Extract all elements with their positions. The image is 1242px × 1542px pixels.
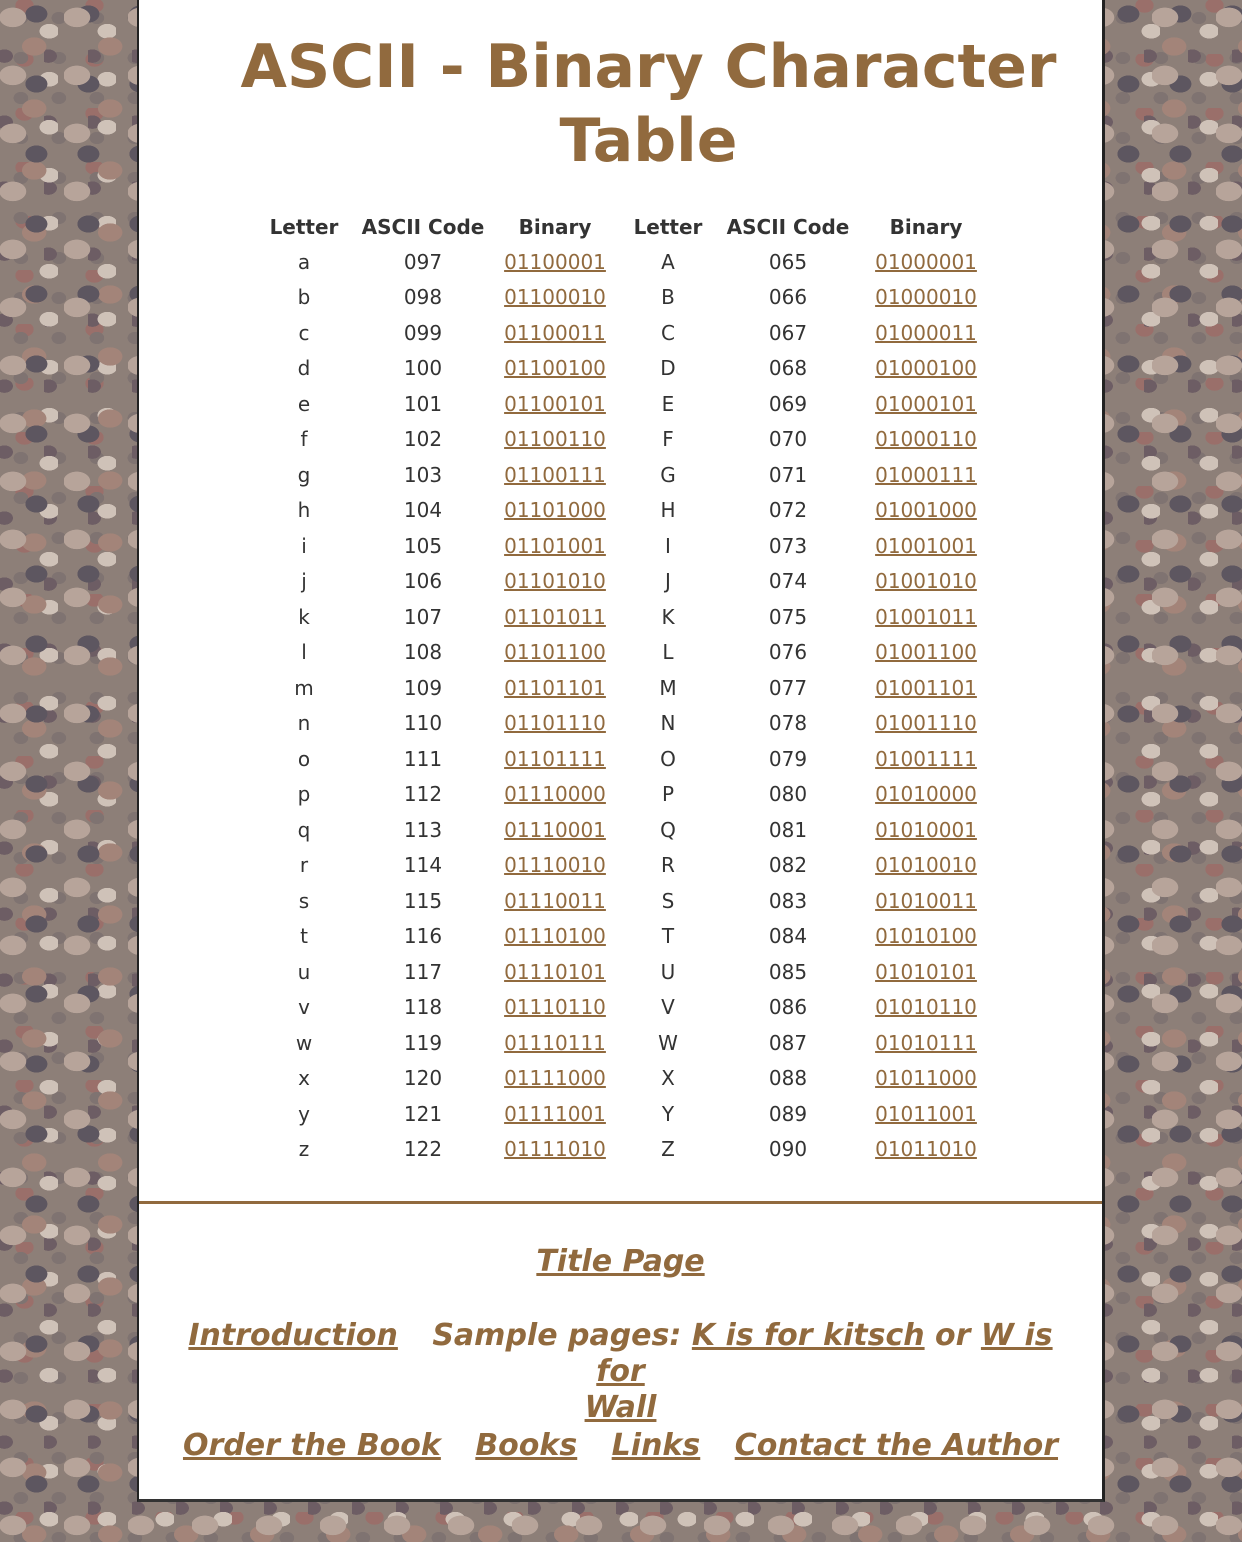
binary-link[interactable]: 01111001: [504, 1101, 606, 1126]
binary-link[interactable]: 01010101: [875, 959, 977, 984]
cell-ascii-code-lower: 108: [403, 640, 443, 665]
cell-letter-lower: v: [298, 995, 310, 1020]
cell-ascii-code-lower: 121: [403, 1101, 443, 1126]
cell-binary-upper: [853, 777, 999, 813]
binary-link[interactable]: 01111000: [504, 1066, 606, 1091]
binary-link[interactable]: 01011001: [875, 1101, 977, 1126]
cell-binary-upper: [853, 670, 999, 706]
cell-binary-upper: [853, 528, 999, 564]
w-is-for-wall-line1: W is for: [596, 1318, 1053, 1389]
cell-binary-upper: [853, 351, 999, 387]
cell-letter-lower: d: [297, 356, 311, 381]
table-row: [259, 1096, 999, 1132]
cell-binary-lower: [497, 386, 613, 422]
content-panel: [137, 0, 1105, 1502]
table-row: [259, 351, 999, 387]
header-ascii-code-upper: ASCII Code: [726, 214, 850, 239]
cell-binary-upper: [853, 812, 999, 848]
binary-link[interactable]: 01000011: [875, 320, 977, 345]
cell-binary-upper: [853, 422, 999, 458]
cell-binary-lower: [497, 954, 613, 990]
cell-letter-upper: N: [660, 711, 676, 736]
binary-link[interactable]: 01001110: [875, 711, 977, 736]
header-binary-upper: Binary: [889, 214, 963, 239]
table-row: [259, 706, 999, 742]
cell-ascii-code-lower: 097: [403, 249, 443, 274]
cell-letter-upper: P: [661, 782, 675, 807]
binary-link[interactable]: 01000101: [875, 391, 977, 416]
table-row: [259, 528, 999, 564]
table-row: [259, 1132, 999, 1168]
cell-letter-lower: p: [297, 782, 311, 807]
sample-pages-label: Sample pages:: [432, 1318, 682, 1353]
binary-link[interactable]: 01100100: [504, 356, 606, 381]
binary-link[interactable]: 01100010: [504, 285, 606, 310]
binary-link[interactable]: 01101000: [504, 498, 606, 523]
binary-link[interactable]: 01110100: [504, 924, 606, 949]
cell-binary-upper: [853, 706, 999, 742]
nav-row-footer: [139, 1428, 1102, 1464]
table-row: [259, 457, 999, 493]
header-letter-lower: Letter: [269, 214, 339, 239]
cell-ascii-code-upper: 075: [768, 604, 808, 629]
cell-binary-lower: [497, 670, 613, 706]
binary-link[interactable]: 01110011: [504, 888, 606, 913]
binary-link[interactable]: 01101010: [504, 569, 606, 594]
binary-link[interactable]: 01010010: [875, 853, 977, 878]
table-row: [259, 564, 999, 600]
cell-ascii-code-upper: 079: [768, 746, 808, 771]
cell-letter-upper: H: [660, 498, 676, 523]
cell-binary-lower: [497, 706, 613, 742]
table-row: [259, 919, 999, 955]
divider: [139, 1201, 1102, 1204]
cell-binary-upper: [853, 315, 999, 351]
cell-letter-upper: V: [661, 995, 675, 1020]
table-row: [259, 883, 999, 919]
binary-link[interactable]: 01100111: [504, 462, 606, 487]
table-row: [259, 315, 999, 351]
table-row: [259, 848, 999, 884]
binary-link[interactable]: 01001111: [875, 746, 977, 771]
cell-letter-upper: M: [659, 675, 677, 700]
binary-link[interactable]: 01110111: [504, 1030, 606, 1055]
table-row: [259, 954, 999, 990]
cell-letter-lower: e: [297, 391, 311, 416]
cell-binary-upper: [853, 635, 999, 671]
cell-binary-upper: [853, 741, 999, 777]
cell-binary-upper: [853, 919, 999, 955]
cell-binary-lower: [497, 244, 613, 280]
cell-letter-lower: a: [297, 249, 311, 274]
binary-link[interactable]: 01110101: [504, 959, 606, 984]
cell-ascii-code-lower: 111: [403, 746, 443, 771]
cell-ascii-code-lower: 099: [403, 320, 443, 345]
binary-link[interactable]: 01001001: [875, 533, 977, 558]
nav-row-title: [139, 1244, 1102, 1280]
binary-link[interactable]: 01100001: [504, 249, 606, 274]
cell-binary-lower: [497, 848, 613, 884]
table-row: [259, 599, 999, 635]
cell-ascii-code-upper: 071: [768, 462, 808, 487]
cell-ascii-code-upper: 077: [768, 675, 808, 700]
title-page-link[interactable]: Title Page: [536, 1244, 705, 1279]
cell-letter-lower: x: [298, 1066, 310, 1091]
cell-ascii-code-upper: 074: [768, 569, 808, 594]
cell-letter-lower: h: [297, 498, 311, 523]
cell-letter-upper: W: [658, 1030, 678, 1055]
cell-ascii-code-upper: 078: [768, 711, 808, 736]
binary-link[interactable]: 01100011: [504, 320, 606, 345]
nav-row-samples: [139, 1318, 1102, 1426]
cell-letter-upper: E: [661, 391, 675, 416]
binary-link[interactable]: 01100110: [504, 427, 606, 452]
cell-letter-lower: c: [298, 320, 310, 345]
cell-letter-upper: B: [661, 285, 675, 310]
ascii-binary-table: [259, 209, 999, 1167]
binary-link[interactable]: 01100101: [504, 391, 606, 416]
cell-letter-lower: z: [298, 1137, 310, 1162]
page-title: ASCII - Binary Character Table: [240, 32, 1057, 176]
cell-binary-lower: [497, 493, 613, 529]
cell-binary-upper: [853, 493, 999, 529]
cell-binary-lower: [497, 351, 613, 387]
cell-binary-lower: [497, 528, 613, 564]
cell-letter-lower: m: [294, 675, 314, 700]
cell-ascii-code-upper: 082: [768, 853, 808, 878]
table-row: [259, 670, 999, 706]
links-link[interactable]: Links: [611, 1428, 701, 1463]
cell-ascii-code-lower: 098: [403, 285, 443, 310]
binary-link[interactable]: 01000100: [875, 356, 977, 381]
cell-binary-lower: [497, 1132, 613, 1168]
books-link[interactable]: Books: [475, 1428, 578, 1463]
cell-ascii-code-lower: 116: [403, 924, 443, 949]
table-header-row: [259, 209, 999, 244]
cell-binary-lower: [497, 315, 613, 351]
cell-ascii-code-lower: 100: [403, 356, 443, 381]
cell-binary-upper: [853, 1096, 999, 1132]
cell-letter-upper: Z: [661, 1137, 675, 1162]
cell-letter-lower: f: [300, 427, 308, 452]
cell-letter-lower: j: [301, 569, 307, 594]
cell-binary-upper: [853, 990, 999, 1026]
binary-link[interactable]: 01101111: [504, 746, 606, 771]
cell-binary-lower: [497, 1096, 613, 1132]
cell-ascii-code-upper: 088: [768, 1066, 808, 1091]
or-text: or: [935, 1318, 971, 1353]
cell-ascii-code-upper: 090: [768, 1137, 808, 1162]
order-the-book-link[interactable]: Order the Book: [182, 1428, 441, 1463]
binary-link[interactable]: 01011010: [875, 1137, 977, 1162]
cell-ascii-code-upper: 068: [768, 356, 808, 381]
cell-letter-upper: O: [660, 746, 676, 771]
cell-ascii-code-upper: 085: [768, 959, 808, 984]
table-row: [259, 777, 999, 813]
header-binary-lower: Binary: [518, 214, 592, 239]
cell-ascii-code-lower: 112: [403, 782, 443, 807]
cell-ascii-code-lower: 109: [403, 675, 443, 700]
binary-link[interactable]: 01001000: [875, 498, 977, 523]
cell-ascii-code-upper: 070: [768, 427, 808, 452]
cell-ascii-code-upper: 089: [768, 1101, 808, 1126]
binary-link[interactable]: 01010110: [875, 995, 977, 1020]
cell-letter-lower: s: [298, 888, 310, 913]
cell-ascii-code-upper: 087: [768, 1030, 808, 1055]
cell-ascii-code-upper: 086: [768, 995, 808, 1020]
cell-binary-upper: [853, 457, 999, 493]
cell-binary-upper: [853, 1025, 999, 1061]
cell-binary-lower: [497, 741, 613, 777]
table-row: [259, 422, 999, 458]
cell-ascii-code-lower: 101: [403, 391, 443, 416]
table-body: [259, 244, 999, 1167]
cell-letter-upper: X: [661, 1066, 675, 1091]
cell-ascii-code-lower: 115: [403, 888, 443, 913]
cell-ascii-code-upper: 072: [768, 498, 808, 523]
binary-link[interactable]: 01110010: [504, 853, 606, 878]
cell-ascii-code-upper: 065: [768, 249, 808, 274]
header-letter-upper: Letter: [633, 214, 703, 239]
cell-letter-lower: w: [295, 1030, 313, 1055]
binary-link[interactable]: 01001100: [875, 640, 977, 665]
binary-link[interactable]: 01010111: [875, 1030, 977, 1055]
binary-link[interactable]: 01110000: [504, 782, 606, 807]
binary-link[interactable]: 01001101: [875, 675, 977, 700]
cell-letter-lower: u: [297, 959, 311, 984]
cell-ascii-code-upper: 084: [768, 924, 808, 949]
table-row: [259, 386, 999, 422]
binary-link[interactable]: 01000111: [875, 462, 977, 487]
cell-letter-upper: L: [662, 640, 674, 665]
cell-letter-upper: Q: [660, 817, 676, 842]
cell-ascii-code-lower: 119: [403, 1030, 443, 1055]
cell-binary-lower: [497, 457, 613, 493]
cell-letter-upper: T: [661, 924, 675, 949]
binary-link[interactable]: 01111010: [504, 1137, 606, 1162]
cell-ascii-code-lower: 117: [403, 959, 443, 984]
cell-ascii-code-lower: 120: [403, 1066, 443, 1091]
cell-letter-lower: o: [297, 746, 311, 771]
contact-the-author-link[interactable]: Contact the Author: [734, 1428, 1059, 1463]
cell-ascii-code-lower: 113: [403, 817, 443, 842]
cell-letter-lower: y: [298, 1101, 310, 1126]
binary-link[interactable]: 01110110: [504, 995, 606, 1020]
table-row: [259, 493, 999, 529]
binary-link[interactable]: 01001011: [875, 604, 977, 629]
cell-binary-upper: [853, 280, 999, 316]
cell-letter-lower: q: [297, 817, 311, 842]
cell-letter-upper: D: [660, 356, 676, 381]
cell-ascii-code-upper: 067: [768, 320, 808, 345]
cell-ascii-code-lower: 106: [403, 569, 443, 594]
cell-letter-upper: K: [661, 604, 675, 629]
cell-letter-upper: S: [661, 888, 675, 913]
cell-binary-upper: [853, 599, 999, 635]
cell-ascii-code-lower: 110: [403, 711, 443, 736]
w-is-for-wall-line2: Wall: [584, 1390, 657, 1425]
introduction-link[interactable]: Introduction: [188, 1318, 398, 1353]
cell-ascii-code-lower: 118: [403, 995, 443, 1020]
cell-binary-upper: [853, 244, 999, 280]
cell-binary-upper: [853, 1061, 999, 1097]
cell-binary-upper: [853, 564, 999, 600]
binary-link[interactable]: 01010001: [875, 817, 977, 842]
cell-binary-lower: [497, 883, 613, 919]
cell-ascii-code-upper: 073: [768, 533, 808, 558]
cell-ascii-code-lower: 102: [403, 427, 443, 452]
cell-binary-lower: [497, 919, 613, 955]
cell-binary-upper: [853, 1132, 999, 1168]
cell-binary-lower: [497, 812, 613, 848]
cell-binary-lower: [497, 599, 613, 635]
binary-link[interactable]: 01000010: [875, 285, 977, 310]
cell-binary-upper: [853, 848, 999, 884]
binary-link[interactable]: 01010100: [875, 924, 977, 949]
binary-link[interactable]: 01101001: [504, 533, 606, 558]
cell-letter-lower: n: [297, 711, 311, 736]
cell-binary-lower: [497, 777, 613, 813]
cell-letter-upper: A: [661, 249, 675, 274]
cell-letter-lower: g: [297, 462, 311, 487]
binary-link[interactable]: 01010000: [875, 782, 977, 807]
binary-link[interactable]: 01011000: [875, 1066, 977, 1091]
binary-link[interactable]: 01010011: [875, 888, 977, 913]
cell-letter-lower: b: [297, 285, 311, 310]
cell-ascii-code-upper: 076: [768, 640, 808, 665]
cell-ascii-code-lower: 103: [403, 462, 443, 487]
cell-ascii-code-upper: 066: [768, 285, 808, 310]
cell-letter-upper: C: [661, 320, 675, 345]
cell-ascii-code-lower: 107: [403, 604, 443, 629]
cell-letter-upper: U: [660, 959, 676, 984]
cell-binary-lower: [497, 990, 613, 1026]
cell-letter-upper: I: [665, 533, 671, 558]
table-row: [259, 812, 999, 848]
cell-binary-lower: [497, 422, 613, 458]
cell-letter-lower: r: [299, 853, 309, 878]
cell-ascii-code-upper: 083: [768, 888, 808, 913]
binary-link[interactable]: 01110001: [504, 817, 606, 842]
cell-binary-lower: [497, 635, 613, 671]
cell-letter-lower: i: [301, 533, 307, 558]
cell-binary-lower: [497, 280, 613, 316]
binary-link[interactable]: 01101011: [504, 604, 606, 629]
cell-binary-upper: [853, 954, 999, 990]
cell-letter-lower: k: [298, 604, 310, 629]
table-row: [259, 635, 999, 671]
table-row: [259, 990, 999, 1026]
binary-link[interactable]: 01101110: [504, 711, 606, 736]
binary-link[interactable]: 01001010: [875, 569, 977, 594]
cell-ascii-code-lower: 114: [403, 853, 443, 878]
cell-binary-lower: [497, 564, 613, 600]
cell-letter-upper: Y: [661, 1101, 675, 1126]
table-row: [259, 741, 999, 777]
table-row: [259, 244, 999, 280]
cell-binary-lower: [497, 1025, 613, 1061]
table-row: [259, 280, 999, 316]
cell-binary-upper: [853, 883, 999, 919]
table-row: [259, 1025, 999, 1061]
binary-link[interactable]: 01101101: [504, 675, 606, 700]
cell-letter-lower: t: [300, 924, 308, 949]
cell-ascii-code-lower: 105: [403, 533, 443, 558]
cell-ascii-code-upper: 069: [768, 391, 808, 416]
header-ascii-code-lower: ASCII Code: [361, 214, 485, 239]
cell-letter-upper: F: [662, 427, 674, 452]
binary-link[interactable]: 01000001: [875, 249, 977, 274]
cell-letter-upper: J: [665, 569, 671, 594]
cell-ascii-code-upper: 081: [768, 817, 808, 842]
k-is-for-kitsch-link[interactable]: K is for kitsch: [691, 1318, 925, 1353]
table-row: [259, 1061, 999, 1097]
cell-letter-lower: l: [301, 640, 307, 665]
cell-letter-upper: R: [661, 853, 675, 878]
cell-binary-lower: [497, 1061, 613, 1097]
cell-binary-upper: [853, 386, 999, 422]
binary-link[interactable]: 01101100: [504, 640, 606, 665]
binary-link[interactable]: 01000110: [875, 427, 977, 452]
cell-ascii-code-lower: 122: [403, 1137, 443, 1162]
cell-letter-upper: G: [660, 462, 676, 487]
cell-ascii-code-lower: 104: [403, 498, 443, 523]
cell-ascii-code-upper: 080: [768, 782, 808, 807]
